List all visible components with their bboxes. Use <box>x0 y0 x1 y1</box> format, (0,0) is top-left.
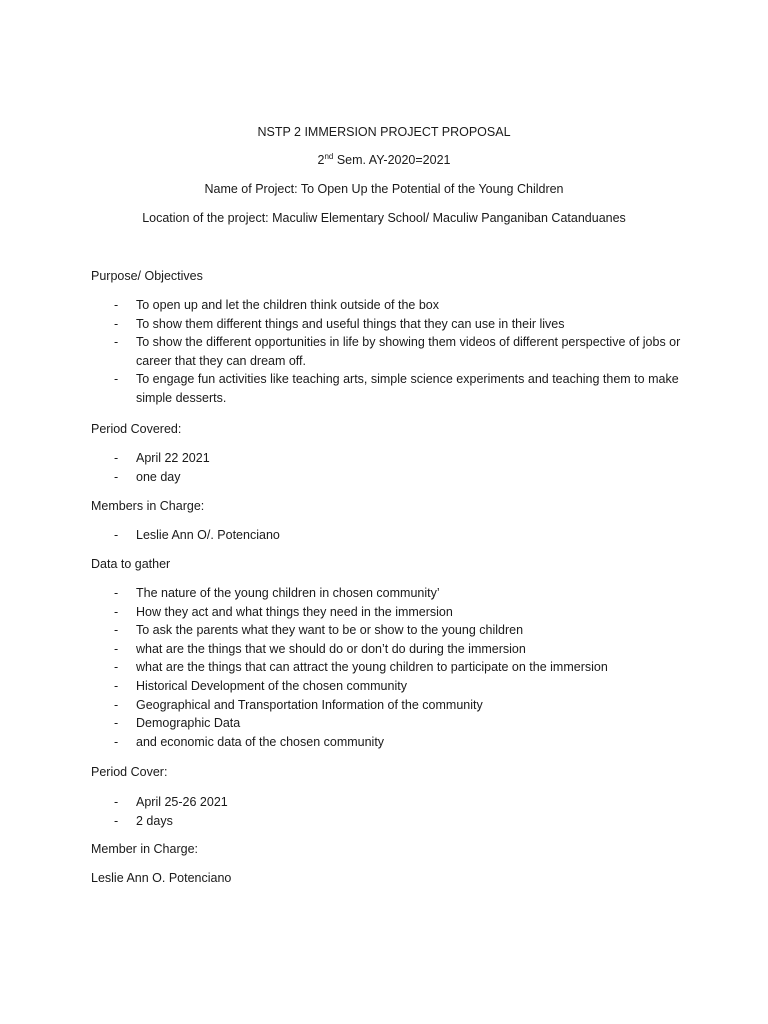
period-covered-list <box>91 449 716 486</box>
list-item: - one day <box>114 469 181 484</box>
data-to-gather-list <box>91 584 716 751</box>
list-item: - To show the different opportunities in life by showing them videos of different perspective of jobs or career that they can dream off. <box>114 335 681 368</box>
list-item: - To open up and let the children think outside of the box <box>114 298 439 312</box>
list-item: - Leslie Ann O/. Potenciano <box>114 528 280 542</box>
list-item: - To show them different things and useful things that they can use in their lives <box>114 316 565 331</box>
purpose-list <box>91 296 716 408</box>
period-cover-list <box>91 793 716 830</box>
list-item: - The nature of the young children in chosen community’ <box>114 586 440 600</box>
list-item: - To ask the parents what they want to be or show to the young children <box>114 623 524 638</box>
members-heading: Members in Charge: <box>91 499 205 513</box>
document-title: NSTP 2 IMMERSION PROJECT PROPOSAL <box>257 125 511 139</box>
semester-line: 2nd Sem. AY-2020=2021 <box>317 151 451 167</box>
period-cover-heading: Period Cover: <box>91 765 168 779</box>
list-item: - 2 days <box>114 813 173 828</box>
purpose-heading: Purpose/ Objectives <box>91 269 203 283</box>
list-item: - Historical Development of the chosen community <box>114 678 407 693</box>
list-item: - what are the things that we should do or don’t do during the immersion <box>114 641 526 656</box>
members-list <box>91 526 716 545</box>
list-item: - Geographical and Transportation Information of the community <box>114 697 483 712</box>
list-item: - what are the things that can attract the young children to participate on the immersion <box>114 660 608 675</box>
project-name: Name of Project: To Open Up the Potential of the Young Children <box>204 182 564 196</box>
project-location: Location of the project: Maculiw Elementary School/ Maculiw Panganiban Catanduanes <box>142 211 626 225</box>
period-covered-heading: Period Covered: <box>91 422 182 436</box>
list-item: - To engage fun activities like teaching arts, simple science experiments and teaching them to make simple desserts. <box>114 372 679 405</box>
list-item: - and economic data of the chosen community <box>114 734 385 749</box>
member-in-charge-name: Leslie Ann O. Potenciano <box>91 871 232 885</box>
list-item: - Demographic Data <box>114 716 241 731</box>
list-item: - April 25-26 2021 <box>114 795 228 809</box>
list-item: - April 22 2021 <box>114 451 210 465</box>
member-in-charge-heading: Member in Charge: <box>91 842 198 856</box>
list-item: - How they act and what things they need in the immersion <box>114 604 453 619</box>
data-to-gather-heading: Data to gather <box>91 557 171 571</box>
